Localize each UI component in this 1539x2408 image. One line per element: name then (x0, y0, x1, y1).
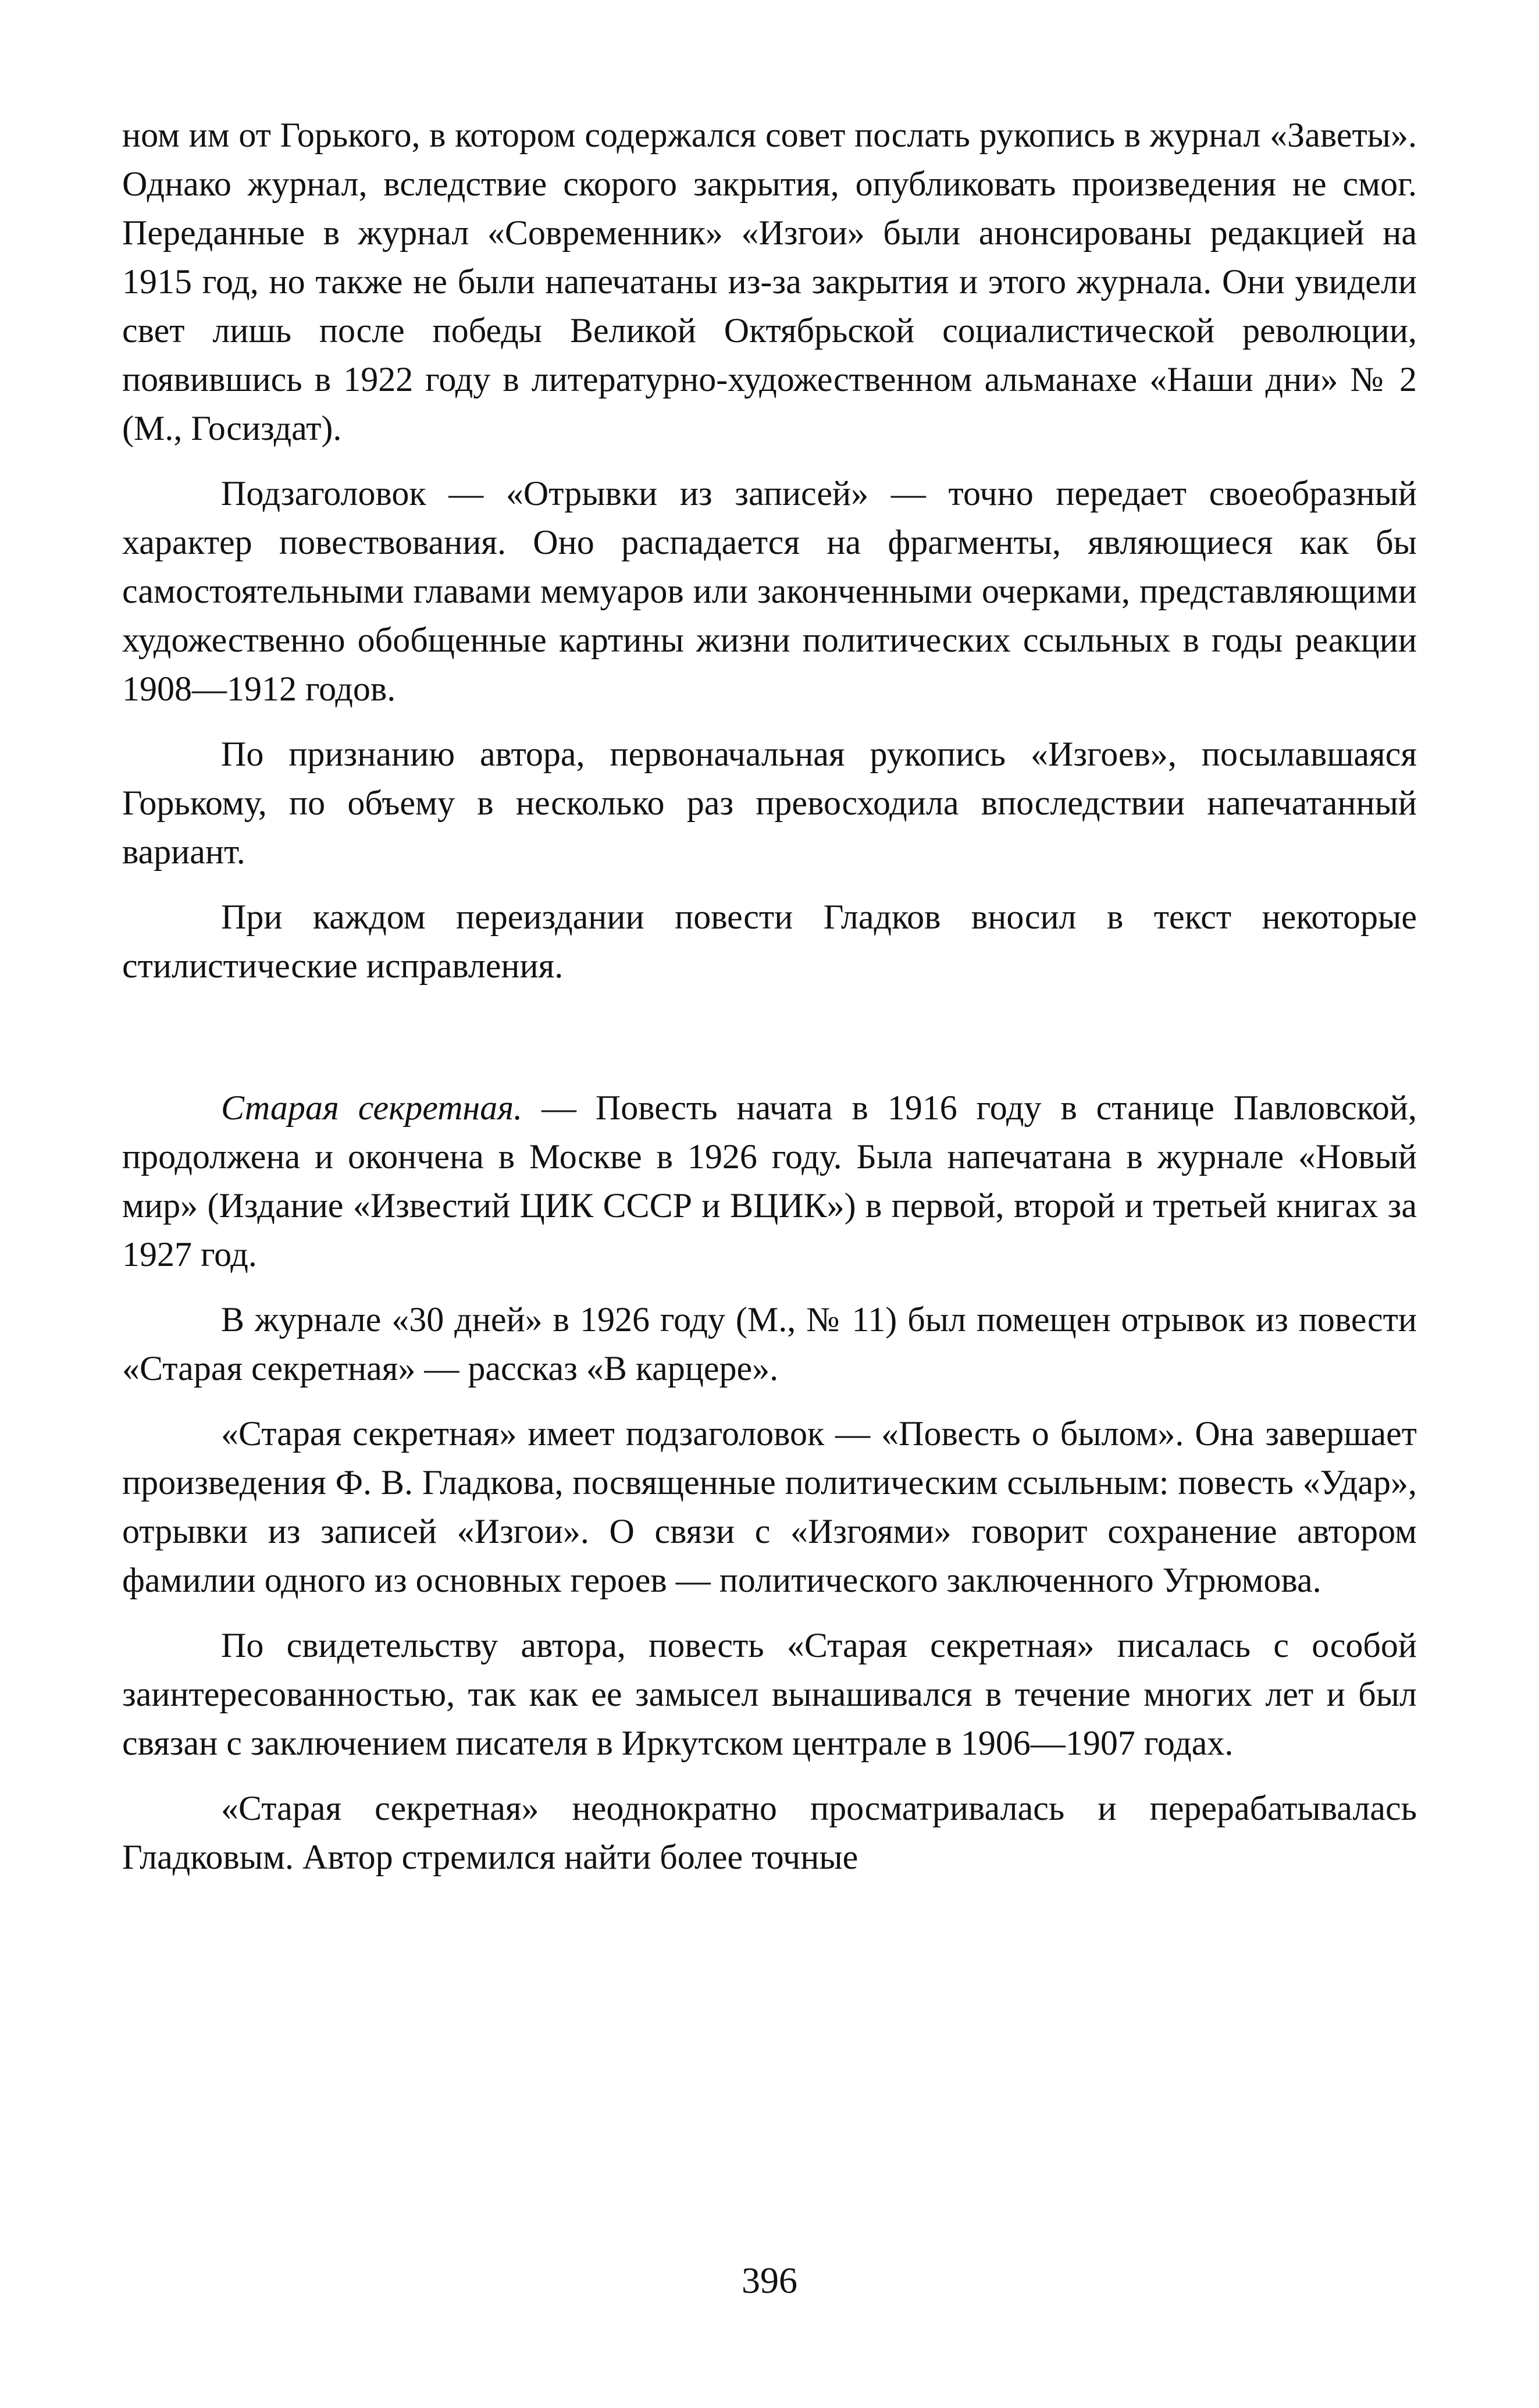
paragraph-staraya-sekretnaya-intro (122, 1083, 1417, 1279)
paragraph-izgoi-publication: ном им от Горького, в котором содержался совет послать рукопись в журнал «Заветы». Однако журнал, вследствие скорого закрытия, опубликовать произведения не смог. Переданные в журнал «Современник» «Изгои» были анонсированы редакцией на 1915 год, но также не были напечатаны из-за закрытия и этого журнала. Они увидели свет лишь после победы Великой Октябрьской социалистической революции, появившись в 1922 году в литературно-художественном альманахе «Наши дни» № 2 (М., Госиздат). (122, 116, 1417, 447)
paragraph-subtitle-byloe: «Старая секретная» имеет подзаголовок — «Повесть о былом». Она завершает произведения Ф. В. Гладкова, посвященные политическим ссыльным: повесть «Удар», отрывки из записей «Изгои». О связи с «Изгоями» говорит сохранение автором фамилии одного из основных героев — политического заключенного Угрюмова. (122, 1414, 1417, 1599)
page-number: 396 (742, 2260, 797, 2301)
section-spacer (122, 990, 1417, 1083)
page-body (122, 111, 1417, 1881)
paragraph-izgoi-revisions: При каждом переиздании повести Гладков вносил в текст некоторые стилистические исправления. (122, 898, 1417, 985)
paragraph-izgoi-manuscript: По признанию автора, первоначальная рукопись «Изгоев», посылавшаяся Горькому, по объему в несколько раз превосходила впоследствии напечатанный вариант. (122, 735, 1417, 871)
paragraph-izgoi-subtitle: Подзаголовок — «Отрывки из записей» — точно передает своеобразный характер повествования. Оно распадается на фрагменты, являющиеся как бы самостоятельными главами мемуаров или законченными очерками, представляющими художественно обобщенные картины жизни политических ссыльных в годы реакции 1908—1912 годов. (122, 474, 1417, 708)
entry-text: — Повесть начата в 1916 году в станице Павловской, продолжена и окончена в Москве в 1926 году. Была напечатана в журнале «Новый мир» (Издание «Известий ЦИК СССР и ВЦИК») в первой, второй и третьей книгах за 1927 год. (122, 1089, 1417, 1274)
entry-title: Старая секретная. (221, 1089, 523, 1127)
paragraph-revisions: «Старая секретная» неоднократно просматривалась и перерабатывалась Гладковым. Автор стремился найти более точные (122, 1789, 1417, 1876)
paragraph-30-dney: В журнале «30 дней» в 1926 году (М., № 11) был помещен отрывок из повести «Старая секретная» — рассказ «В карцере». (122, 1300, 1417, 1388)
paragraph-author-testimony: По свидетельству автора, повесть «Старая секретная» писалась с особой заинтересованностью, так как ее замысел вынашивался в течение многих лет и был связан с заключением писателя в Иркутском централе в 1906—1907 годах. (122, 1626, 1417, 1762)
